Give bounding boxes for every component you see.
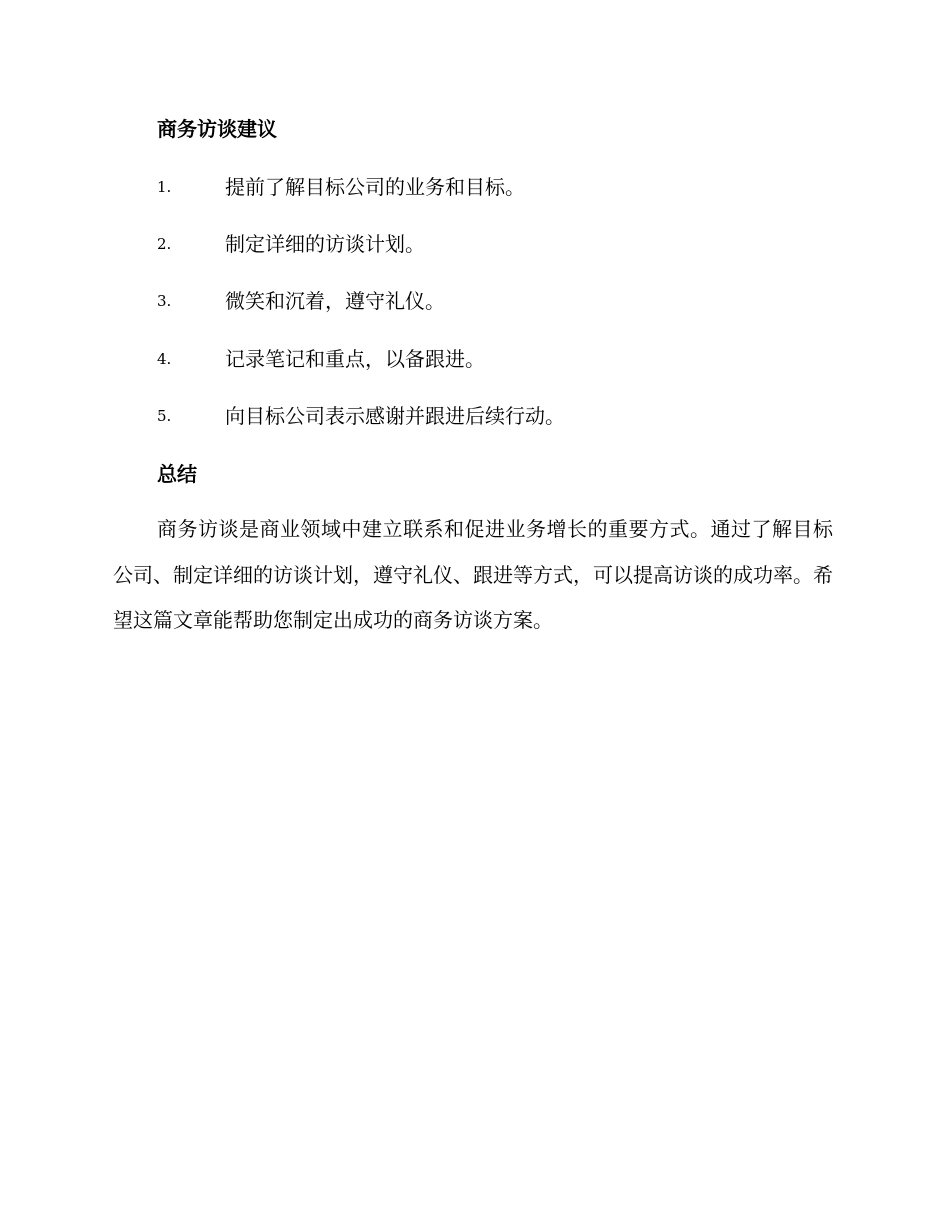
list-item (157, 402, 857, 430)
list-text: 向目标公司表示感谢并跟进后续行动。 (225, 404, 565, 428)
summary-heading: 总结 (157, 462, 197, 486)
list-text: 记录笔记和重点，以备跟进。 (225, 347, 485, 371)
list-text: 提前了解目标公司的业务和目标。 (225, 175, 525, 199)
list-number: 4. (157, 350, 172, 368)
list-number: 3. (157, 292, 172, 310)
advice-heading: 商务访谈建议 (157, 117, 277, 141)
list-text: 微笑和沉着，遵守礼仪。 (225, 289, 445, 313)
list-number: 5. (157, 407, 172, 425)
list-item (157, 173, 857, 201)
list-text: 制定详细的访谈计划。 (225, 232, 425, 256)
list-item (157, 287, 857, 315)
summary-paragraph: 商务访谈是商业领域中建立联系和促进业务增长的重要方式。通过了解目标公司、制定详细的访谈计划，遵守礼仪、跟进等方式，可以提高访谈的成功率。希望这篇文章能帮助您制定出成功的商务访谈方案。 (113, 517, 833, 632)
list-number: 2. (157, 235, 172, 253)
list-item (157, 230, 857, 258)
list-number: 1. (157, 178, 172, 196)
list-item (157, 345, 857, 373)
